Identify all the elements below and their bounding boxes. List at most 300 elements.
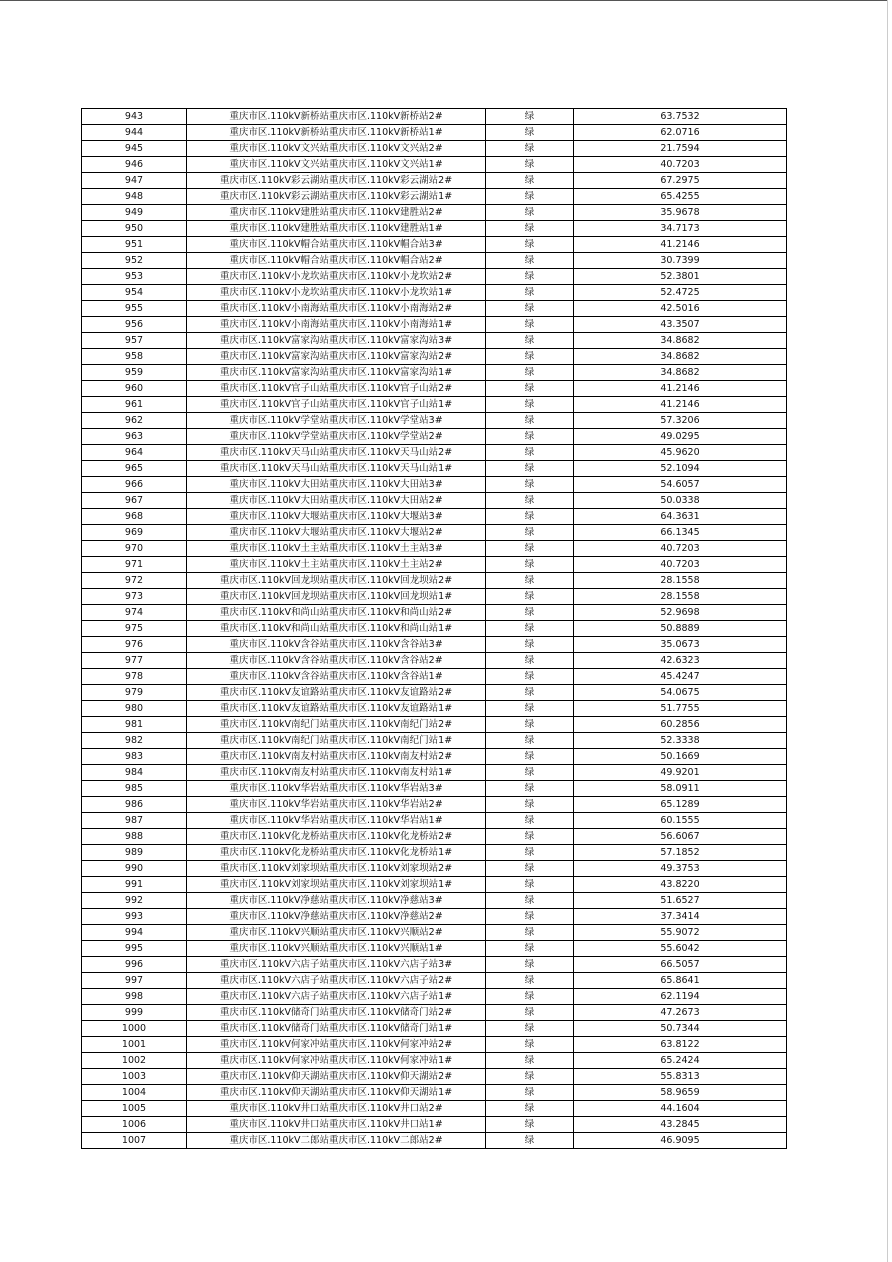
station-name-cell: 重庆市区.110kV官子山站重庆市区.110kV官子山站1# bbox=[187, 397, 486, 413]
station-name-cell: 重庆市区.110kV帽合站重庆市区.110kV帽合站2# bbox=[187, 253, 486, 269]
value-cell: 34.7173 bbox=[574, 221, 787, 237]
station-name-cell: 重庆市区.110kV六店子站重庆市区.110kV六店子站2# bbox=[187, 973, 486, 989]
status-color-cell: 绿 bbox=[486, 333, 574, 349]
row-number-cell: 991 bbox=[82, 877, 187, 893]
station-name-cell: 重庆市区.110kV净慈站重庆市区.110kV净慈站2# bbox=[187, 909, 486, 925]
row-number-cell: 953 bbox=[82, 269, 187, 285]
row-number-cell: 977 bbox=[82, 653, 187, 669]
station-name-cell: 重庆市区.110kV文兴站重庆市区.110kV文兴站1# bbox=[187, 157, 486, 173]
station-name-cell: 重庆市区.110kV大堰站重庆市区.110kV大堰站3# bbox=[187, 509, 486, 525]
row-number-cell: 958 bbox=[82, 349, 187, 365]
row-number-cell: 960 bbox=[82, 381, 187, 397]
status-color-cell: 绿 bbox=[486, 797, 574, 813]
value-cell: 57.3206 bbox=[574, 413, 787, 429]
status-color-cell: 绿 bbox=[486, 525, 574, 541]
station-name-cell: 重庆市区.110kV储奇门站重庆市区.110kV储奇门站2# bbox=[187, 1005, 486, 1021]
status-color-cell: 绿 bbox=[486, 269, 574, 285]
row-number-cell: 954 bbox=[82, 285, 187, 301]
station-name-cell: 重庆市区.110kV净慈站重庆市区.110kV净慈站3# bbox=[187, 893, 486, 909]
table-row bbox=[82, 605, 787, 621]
value-cell: 65.8641 bbox=[574, 973, 787, 989]
row-number-cell: 957 bbox=[82, 333, 187, 349]
station-name-cell: 重庆市区.110kV富家沟站重庆市区.110kV富家沟站3# bbox=[187, 333, 486, 349]
status-color-cell: 绿 bbox=[486, 589, 574, 605]
station-name-cell: 重庆市区.110kV帽合站重庆市区.110kV帽合站3# bbox=[187, 237, 486, 253]
table-row bbox=[82, 1021, 787, 1037]
row-number-cell: 963 bbox=[82, 429, 187, 445]
row-number-cell: 948 bbox=[82, 189, 187, 205]
row-number-cell: 955 bbox=[82, 301, 187, 317]
data-table bbox=[81, 108, 787, 1149]
status-color-cell: 绿 bbox=[486, 733, 574, 749]
status-color-cell: 绿 bbox=[486, 637, 574, 653]
table-body bbox=[82, 109, 787, 1149]
value-cell: 58.0911 bbox=[574, 781, 787, 797]
row-number-cell: 967 bbox=[82, 493, 187, 509]
table-row bbox=[82, 1085, 787, 1101]
row-number-cell: 1006 bbox=[82, 1117, 187, 1133]
table-row bbox=[82, 477, 787, 493]
table-row bbox=[82, 221, 787, 237]
status-color-cell: 绿 bbox=[486, 653, 574, 669]
row-number-cell: 969 bbox=[82, 525, 187, 541]
status-color-cell: 绿 bbox=[486, 365, 574, 381]
station-name-cell: 重庆市区.110kV华岩站重庆市区.110kV华岩站1# bbox=[187, 813, 486, 829]
station-name-cell: 重庆市区.110kV二郎站重庆市区.110kV二郎站2# bbox=[187, 1133, 486, 1149]
row-number-cell: 984 bbox=[82, 765, 187, 781]
status-color-cell: 绿 bbox=[486, 861, 574, 877]
table-row bbox=[82, 989, 787, 1005]
row-number-cell: 992 bbox=[82, 893, 187, 909]
value-cell: 34.8682 bbox=[574, 365, 787, 381]
status-color-cell: 绿 bbox=[486, 717, 574, 733]
table-row bbox=[82, 621, 787, 637]
value-cell: 56.6067 bbox=[574, 829, 787, 845]
value-cell: 55.9072 bbox=[574, 925, 787, 941]
station-name-cell: 重庆市区.110kV富家沟站重庆市区.110kV富家沟站1# bbox=[187, 365, 486, 381]
value-cell: 50.0338 bbox=[574, 493, 787, 509]
table-row bbox=[82, 973, 787, 989]
value-cell: 52.1094 bbox=[574, 461, 787, 477]
row-number-cell: 965 bbox=[82, 461, 187, 477]
station-name-cell: 重庆市区.110kV大田站重庆市区.110kV大田站3# bbox=[187, 477, 486, 493]
table-row bbox=[82, 941, 787, 957]
table-row bbox=[82, 637, 787, 653]
station-name-cell: 重庆市区.110kV彩云湖站重庆市区.110kV彩云湖站1# bbox=[187, 189, 486, 205]
table-row bbox=[82, 381, 787, 397]
station-name-cell: 重庆市区.110kV含谷站重庆市区.110kV含谷站3# bbox=[187, 637, 486, 653]
row-number-cell: 1007 bbox=[82, 1133, 187, 1149]
row-number-cell: 997 bbox=[82, 973, 187, 989]
value-cell: 41.2146 bbox=[574, 237, 787, 253]
station-name-cell: 重庆市区.110kV新桥站重庆市区.110kV新桥站1# bbox=[187, 125, 486, 141]
row-number-cell: 988 bbox=[82, 829, 187, 845]
status-color-cell: 绿 bbox=[486, 509, 574, 525]
status-color-cell: 绿 bbox=[486, 157, 574, 173]
row-number-cell: 980 bbox=[82, 701, 187, 717]
value-cell: 58.9659 bbox=[574, 1085, 787, 1101]
value-cell: 40.7203 bbox=[574, 157, 787, 173]
table-row bbox=[82, 253, 787, 269]
row-number-cell: 993 bbox=[82, 909, 187, 925]
status-color-cell: 绿 bbox=[486, 141, 574, 157]
row-number-cell: 975 bbox=[82, 621, 187, 637]
status-color-cell: 绿 bbox=[486, 1021, 574, 1037]
value-cell: 28.1558 bbox=[574, 589, 787, 605]
value-cell: 34.8682 bbox=[574, 333, 787, 349]
status-color-cell: 绿 bbox=[486, 1117, 574, 1133]
table-row bbox=[82, 445, 787, 461]
status-color-cell: 绿 bbox=[486, 621, 574, 637]
status-color-cell: 绿 bbox=[486, 285, 574, 301]
status-color-cell: 绿 bbox=[486, 813, 574, 829]
row-number-cell: 973 bbox=[82, 589, 187, 605]
status-color-cell: 绿 bbox=[486, 989, 574, 1005]
value-cell: 60.2856 bbox=[574, 717, 787, 733]
row-number-cell: 951 bbox=[82, 237, 187, 253]
row-number-cell: 983 bbox=[82, 749, 187, 765]
row-number-cell: 959 bbox=[82, 365, 187, 381]
table-row bbox=[82, 893, 787, 909]
station-name-cell: 重庆市区.110kV何家冲站重庆市区.110kV何家冲站2# bbox=[187, 1037, 486, 1053]
table-row bbox=[82, 1037, 787, 1053]
station-name-cell: 重庆市区.110kV官子山站重庆市区.110kV官子山站2# bbox=[187, 381, 486, 397]
value-cell: 46.9095 bbox=[574, 1133, 787, 1149]
status-color-cell: 绿 bbox=[486, 477, 574, 493]
status-color-cell: 绿 bbox=[486, 909, 574, 925]
value-cell: 63.7532 bbox=[574, 109, 787, 125]
station-name-cell: 重庆市区.110kV刘家坝站重庆市区.110kV刘家坝站2# bbox=[187, 861, 486, 877]
value-cell: 28.1558 bbox=[574, 573, 787, 589]
status-color-cell: 绿 bbox=[486, 957, 574, 973]
row-number-cell: 970 bbox=[82, 541, 187, 557]
status-color-cell: 绿 bbox=[486, 701, 574, 717]
row-number-cell: 996 bbox=[82, 957, 187, 973]
row-number-cell: 962 bbox=[82, 413, 187, 429]
value-cell: 45.9620 bbox=[574, 445, 787, 461]
table-row bbox=[82, 877, 787, 893]
value-cell: 54.6057 bbox=[574, 477, 787, 493]
table-row bbox=[82, 301, 787, 317]
value-cell: 42.6323 bbox=[574, 653, 787, 669]
table-row bbox=[82, 237, 787, 253]
row-number-cell: 964 bbox=[82, 445, 187, 461]
station-name-cell: 重庆市区.110kV含谷站重庆市区.110kV含谷站2# bbox=[187, 653, 486, 669]
value-cell: 63.8122 bbox=[574, 1037, 787, 1053]
value-cell: 55.6042 bbox=[574, 941, 787, 957]
table-row bbox=[82, 957, 787, 973]
station-name-cell: 重庆市区.110kV华岩站重庆市区.110kV华岩站3# bbox=[187, 781, 486, 797]
station-name-cell: 重庆市区.110kV兴顺站重庆市区.110kV兴顺站2# bbox=[187, 925, 486, 941]
status-color-cell: 绿 bbox=[486, 445, 574, 461]
value-cell: 52.4725 bbox=[574, 285, 787, 301]
status-color-cell: 绿 bbox=[486, 685, 574, 701]
status-color-cell: 绿 bbox=[486, 765, 574, 781]
station-name-cell: 重庆市区.110kV含谷站重庆市区.110kV含谷站1# bbox=[187, 669, 486, 685]
table-row bbox=[82, 925, 787, 941]
table-row bbox=[82, 1005, 787, 1021]
row-number-cell: 1000 bbox=[82, 1021, 187, 1037]
status-color-cell: 绿 bbox=[486, 205, 574, 221]
station-name-cell: 重庆市区.110kV六店子站重庆市区.110kV六店子站3# bbox=[187, 957, 486, 973]
value-cell: 50.8889 bbox=[574, 621, 787, 637]
station-name-cell: 重庆市区.110kV兴顺站重庆市区.110kV兴顺站1# bbox=[187, 941, 486, 957]
station-name-cell: 重庆市区.110kV小南海站重庆市区.110kV小南海站1# bbox=[187, 317, 486, 333]
status-color-cell: 绿 bbox=[486, 189, 574, 205]
status-color-cell: 绿 bbox=[486, 1133, 574, 1149]
station-name-cell: 重庆市区.110kV刘家坝站重庆市区.110kV刘家坝站1# bbox=[187, 877, 486, 893]
value-cell: 66.5057 bbox=[574, 957, 787, 973]
row-number-cell: 968 bbox=[82, 509, 187, 525]
status-color-cell: 绿 bbox=[486, 829, 574, 845]
station-name-cell: 重庆市区.110kV井口站重庆市区.110kV井口站1# bbox=[187, 1117, 486, 1133]
row-number-cell: 1001 bbox=[82, 1037, 187, 1053]
table-row bbox=[82, 813, 787, 829]
value-cell: 60.1555 bbox=[574, 813, 787, 829]
station-name-cell: 重庆市区.110kV彩云湖站重庆市区.110kV彩云湖站2# bbox=[187, 173, 486, 189]
station-name-cell: 重庆市区.110kV天马山站重庆市区.110kV天马山站2# bbox=[187, 445, 486, 461]
station-name-cell: 重庆市区.110kV仰天湖站重庆市区.110kV仰天湖站2# bbox=[187, 1069, 486, 1085]
station-name-cell: 重庆市区.110kV友谊路站重庆市区.110kV友谊路站2# bbox=[187, 685, 486, 701]
row-number-cell: 979 bbox=[82, 685, 187, 701]
value-cell: 45.4247 bbox=[574, 669, 787, 685]
value-cell: 64.3631 bbox=[574, 509, 787, 525]
status-color-cell: 绿 bbox=[486, 109, 574, 125]
table-row bbox=[82, 365, 787, 381]
table-row bbox=[82, 909, 787, 925]
table-row bbox=[82, 285, 787, 301]
row-number-cell: 1005 bbox=[82, 1101, 187, 1117]
row-number-cell: 956 bbox=[82, 317, 187, 333]
station-name-cell: 重庆市区.110kV天马山站重庆市区.110kV天马山站1# bbox=[187, 461, 486, 477]
row-number-cell: 950 bbox=[82, 221, 187, 237]
table-row bbox=[82, 717, 787, 733]
table-row bbox=[82, 829, 787, 845]
table-row bbox=[82, 141, 787, 157]
table-row bbox=[82, 589, 787, 605]
status-color-cell: 绿 bbox=[486, 1085, 574, 1101]
value-cell: 34.8682 bbox=[574, 349, 787, 365]
value-cell: 55.8313 bbox=[574, 1069, 787, 1085]
table-row bbox=[82, 781, 787, 797]
table-row bbox=[82, 429, 787, 445]
table-row bbox=[82, 109, 787, 125]
station-name-cell: 重庆市区.110kV和尚山站重庆市区.110kV和尚山站2# bbox=[187, 605, 486, 621]
station-name-cell: 重庆市区.110kV土主站重庆市区.110kV土主站3# bbox=[187, 541, 486, 557]
value-cell: 47.2673 bbox=[574, 1005, 787, 1021]
station-name-cell: 重庆市区.110kV回龙坝站重庆市区.110kV回龙坝站2# bbox=[187, 573, 486, 589]
status-color-cell: 绿 bbox=[486, 1053, 574, 1069]
station-name-cell: 重庆市区.110kV小南海站重庆市区.110kV小南海站2# bbox=[187, 301, 486, 317]
status-color-cell: 绿 bbox=[486, 493, 574, 509]
value-cell: 65.2424 bbox=[574, 1053, 787, 1069]
table-row bbox=[82, 749, 787, 765]
station-name-cell: 重庆市区.110kV建胜站重庆市区.110kV建胜站2# bbox=[187, 205, 486, 221]
status-color-cell: 绿 bbox=[486, 1005, 574, 1021]
status-color-cell: 绿 bbox=[486, 301, 574, 317]
value-cell: 41.2146 bbox=[574, 397, 787, 413]
row-number-cell: 949 bbox=[82, 205, 187, 221]
table-row bbox=[82, 701, 787, 717]
row-number-cell: 981 bbox=[82, 717, 187, 733]
station-name-cell: 重庆市区.110kV学堂站重庆市区.110kV学堂站3# bbox=[187, 413, 486, 429]
row-number-cell: 1003 bbox=[82, 1069, 187, 1085]
value-cell: 40.7203 bbox=[574, 557, 787, 573]
status-color-cell: 绿 bbox=[486, 173, 574, 189]
table-row bbox=[82, 205, 787, 221]
value-cell: 49.9201 bbox=[574, 765, 787, 781]
status-color-cell: 绿 bbox=[486, 749, 574, 765]
status-color-cell: 绿 bbox=[486, 781, 574, 797]
station-name-cell: 重庆市区.110kV南纪门站重庆市区.110kV南纪门站1# bbox=[187, 733, 486, 749]
table-row bbox=[82, 1101, 787, 1117]
row-number-cell: 982 bbox=[82, 733, 187, 749]
value-cell: 35.9678 bbox=[574, 205, 787, 221]
status-color-cell: 绿 bbox=[486, 557, 574, 573]
status-color-cell: 绿 bbox=[486, 237, 574, 253]
value-cell: 51.7755 bbox=[574, 701, 787, 717]
row-number-cell: 1002 bbox=[82, 1053, 187, 1069]
value-cell: 67.2975 bbox=[574, 173, 787, 189]
row-number-cell: 987 bbox=[82, 813, 187, 829]
station-name-cell: 重庆市区.110kV学堂站重庆市区.110kV学堂站2# bbox=[187, 429, 486, 445]
row-number-cell: 978 bbox=[82, 669, 187, 685]
station-name-cell: 重庆市区.110kV文兴站重庆市区.110kV文兴站2# bbox=[187, 141, 486, 157]
value-cell: 43.3507 bbox=[574, 317, 787, 333]
value-cell: 50.7344 bbox=[574, 1021, 787, 1037]
status-color-cell: 绿 bbox=[486, 893, 574, 909]
table-row bbox=[82, 797, 787, 813]
station-name-cell: 重庆市区.110kV南纪门站重庆市区.110kV南纪门站2# bbox=[187, 717, 486, 733]
station-name-cell: 重庆市区.110kV井口站重庆市区.110kV井口站2# bbox=[187, 1101, 486, 1117]
status-color-cell: 绿 bbox=[486, 573, 574, 589]
table-row bbox=[82, 509, 787, 525]
table-row bbox=[82, 1069, 787, 1085]
status-color-cell: 绿 bbox=[486, 413, 574, 429]
row-number-cell: 946 bbox=[82, 157, 187, 173]
table-row bbox=[82, 669, 787, 685]
value-cell: 62.0716 bbox=[574, 125, 787, 141]
status-color-cell: 绿 bbox=[486, 845, 574, 861]
row-number-cell: 985 bbox=[82, 781, 187, 797]
value-cell: 66.1345 bbox=[574, 525, 787, 541]
status-color-cell: 绿 bbox=[486, 125, 574, 141]
table-row bbox=[82, 157, 787, 173]
status-color-cell: 绿 bbox=[486, 461, 574, 477]
row-number-cell: 995 bbox=[82, 941, 187, 957]
station-name-cell: 重庆市区.110kV建胜站重庆市区.110kV建胜站1# bbox=[187, 221, 486, 237]
station-name-cell: 重庆市区.110kV小龙坎站重庆市区.110kV小龙坎站1# bbox=[187, 285, 486, 301]
value-cell: 49.3753 bbox=[574, 861, 787, 877]
row-number-cell: 976 bbox=[82, 637, 187, 653]
value-cell: 49.0295 bbox=[574, 429, 787, 445]
row-number-cell: 986 bbox=[82, 797, 187, 813]
value-cell: 44.1604 bbox=[574, 1101, 787, 1117]
row-number-cell: 966 bbox=[82, 477, 187, 493]
row-number-cell: 998 bbox=[82, 989, 187, 1005]
table-row bbox=[82, 269, 787, 285]
station-name-cell: 重庆市区.110kV仰天湖站重庆市区.110kV仰天湖站1# bbox=[187, 1085, 486, 1101]
station-name-cell: 重庆市区.110kV化龙桥站重庆市区.110kV化龙桥站1# bbox=[187, 845, 486, 861]
table-row bbox=[82, 349, 787, 365]
station-name-cell: 重庆市区.110kV大堰站重庆市区.110kV大堰站2# bbox=[187, 525, 486, 541]
status-color-cell: 绿 bbox=[486, 541, 574, 557]
value-cell: 40.7203 bbox=[574, 541, 787, 557]
value-cell: 37.3414 bbox=[574, 909, 787, 925]
page-top-border bbox=[0, 0, 888, 1]
row-number-cell: 947 bbox=[82, 173, 187, 189]
station-name-cell: 重庆市区.110kV和尚山站重庆市区.110kV和尚山站1# bbox=[187, 621, 486, 637]
table-row bbox=[82, 317, 787, 333]
value-cell: 30.7399 bbox=[574, 253, 787, 269]
table-row bbox=[82, 861, 787, 877]
status-color-cell: 绿 bbox=[486, 397, 574, 413]
value-cell: 41.2146 bbox=[574, 381, 787, 397]
value-cell: 50.1669 bbox=[574, 749, 787, 765]
station-name-cell: 重庆市区.110kV友谊路站重庆市区.110kV友谊路站1# bbox=[187, 701, 486, 717]
station-name-cell: 重庆市区.110kV新桥站重庆市区.110kV新桥站2# bbox=[187, 109, 486, 125]
row-number-cell: 999 bbox=[82, 1005, 187, 1021]
status-color-cell: 绿 bbox=[486, 349, 574, 365]
value-cell: 52.9698 bbox=[574, 605, 787, 621]
table-row bbox=[82, 557, 787, 573]
status-color-cell: 绿 bbox=[486, 877, 574, 893]
status-color-cell: 绿 bbox=[486, 973, 574, 989]
station-name-cell: 重庆市区.110kV回龙坝站重庆市区.110kV回龙坝站1# bbox=[187, 589, 486, 605]
row-number-cell: 952 bbox=[82, 253, 187, 269]
table-row bbox=[82, 573, 787, 589]
row-number-cell: 989 bbox=[82, 845, 187, 861]
table-row bbox=[82, 461, 787, 477]
row-number-cell: 990 bbox=[82, 861, 187, 877]
row-number-cell: 945 bbox=[82, 141, 187, 157]
status-color-cell: 绿 bbox=[486, 429, 574, 445]
station-name-cell: 重庆市区.110kV华岩站重庆市区.110kV华岩站2# bbox=[187, 797, 486, 813]
value-cell: 54.0675 bbox=[574, 685, 787, 701]
value-cell: 57.1852 bbox=[574, 845, 787, 861]
table-row bbox=[82, 653, 787, 669]
status-color-cell: 绿 bbox=[486, 925, 574, 941]
table-row bbox=[82, 525, 787, 541]
row-number-cell: 972 bbox=[82, 573, 187, 589]
row-number-cell: 974 bbox=[82, 605, 187, 621]
page-right-border bbox=[887, 0, 888, 1262]
row-number-cell: 961 bbox=[82, 397, 187, 413]
row-number-cell: 1004 bbox=[82, 1085, 187, 1101]
table-row bbox=[82, 541, 787, 557]
station-name-cell: 重庆市区.110kV六店子站重庆市区.110kV六店子站1# bbox=[187, 989, 486, 1005]
status-color-cell: 绿 bbox=[486, 1101, 574, 1117]
value-cell: 65.4255 bbox=[574, 189, 787, 205]
row-number-cell: 994 bbox=[82, 925, 187, 941]
status-color-cell: 绿 bbox=[486, 605, 574, 621]
status-color-cell: 绿 bbox=[486, 1037, 574, 1053]
table-row bbox=[82, 189, 787, 205]
status-color-cell: 绿 bbox=[486, 1069, 574, 1085]
value-cell: 42.5016 bbox=[574, 301, 787, 317]
station-name-cell: 重庆市区.110kV大田站重庆市区.110kV大田站2# bbox=[187, 493, 486, 509]
station-name-cell: 重庆市区.110kV小龙坎站重庆市区.110kV小龙坎站2# bbox=[187, 269, 486, 285]
table-row bbox=[82, 1133, 787, 1149]
value-cell: 35.0673 bbox=[574, 637, 787, 653]
status-color-cell: 绿 bbox=[486, 941, 574, 957]
table-row bbox=[82, 765, 787, 781]
value-cell: 52.3338 bbox=[574, 733, 787, 749]
table-row bbox=[82, 173, 787, 189]
table-row bbox=[82, 413, 787, 429]
value-cell: 62.1194 bbox=[574, 989, 787, 1005]
status-color-cell: 绿 bbox=[486, 221, 574, 237]
